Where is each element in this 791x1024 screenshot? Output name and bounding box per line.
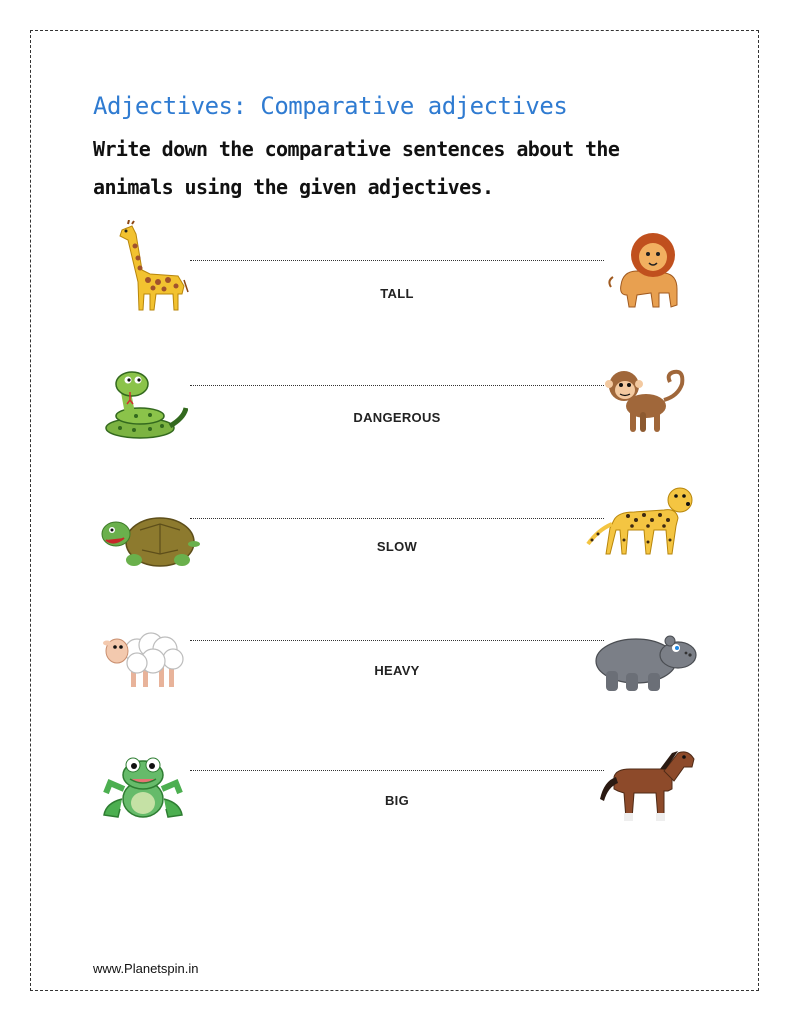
- horse-icon: [594, 747, 698, 825]
- worksheet-title: Adjectives: Comparative adjectives: [93, 92, 568, 120]
- snake-icon: [100, 368, 188, 442]
- adjective-label: TALL: [380, 286, 414, 301]
- monkey-icon: [604, 366, 692, 438]
- adjective-label: BIG: [384, 793, 409, 808]
- turtle-icon: [100, 510, 200, 570]
- answer-line[interactable]: [190, 640, 604, 641]
- frog-icon: [102, 753, 184, 825]
- answer-line[interactable]: [190, 518, 604, 519]
- adjective-label: HEAVY: [374, 663, 420, 678]
- answer-line[interactable]: [190, 260, 604, 261]
- answer-line[interactable]: [190, 385, 604, 386]
- hippo-icon: [592, 631, 698, 693]
- footer-website[interactable]: www.Planetspin.in: [93, 961, 199, 976]
- lion-icon: [603, 231, 687, 315]
- sheep-icon: [103, 629, 185, 691]
- answer-line[interactable]: [190, 770, 604, 771]
- cheetah-icon: [584, 484, 696, 560]
- adjective-label: DANGEROUS: [353, 410, 441, 425]
- worksheet-instructions: Write down the comparative sentences about the animals using the given adjectives.: [93, 137, 620, 199]
- giraffe-icon: [108, 220, 190, 320]
- adjective-label: SLOW: [376, 539, 418, 554]
